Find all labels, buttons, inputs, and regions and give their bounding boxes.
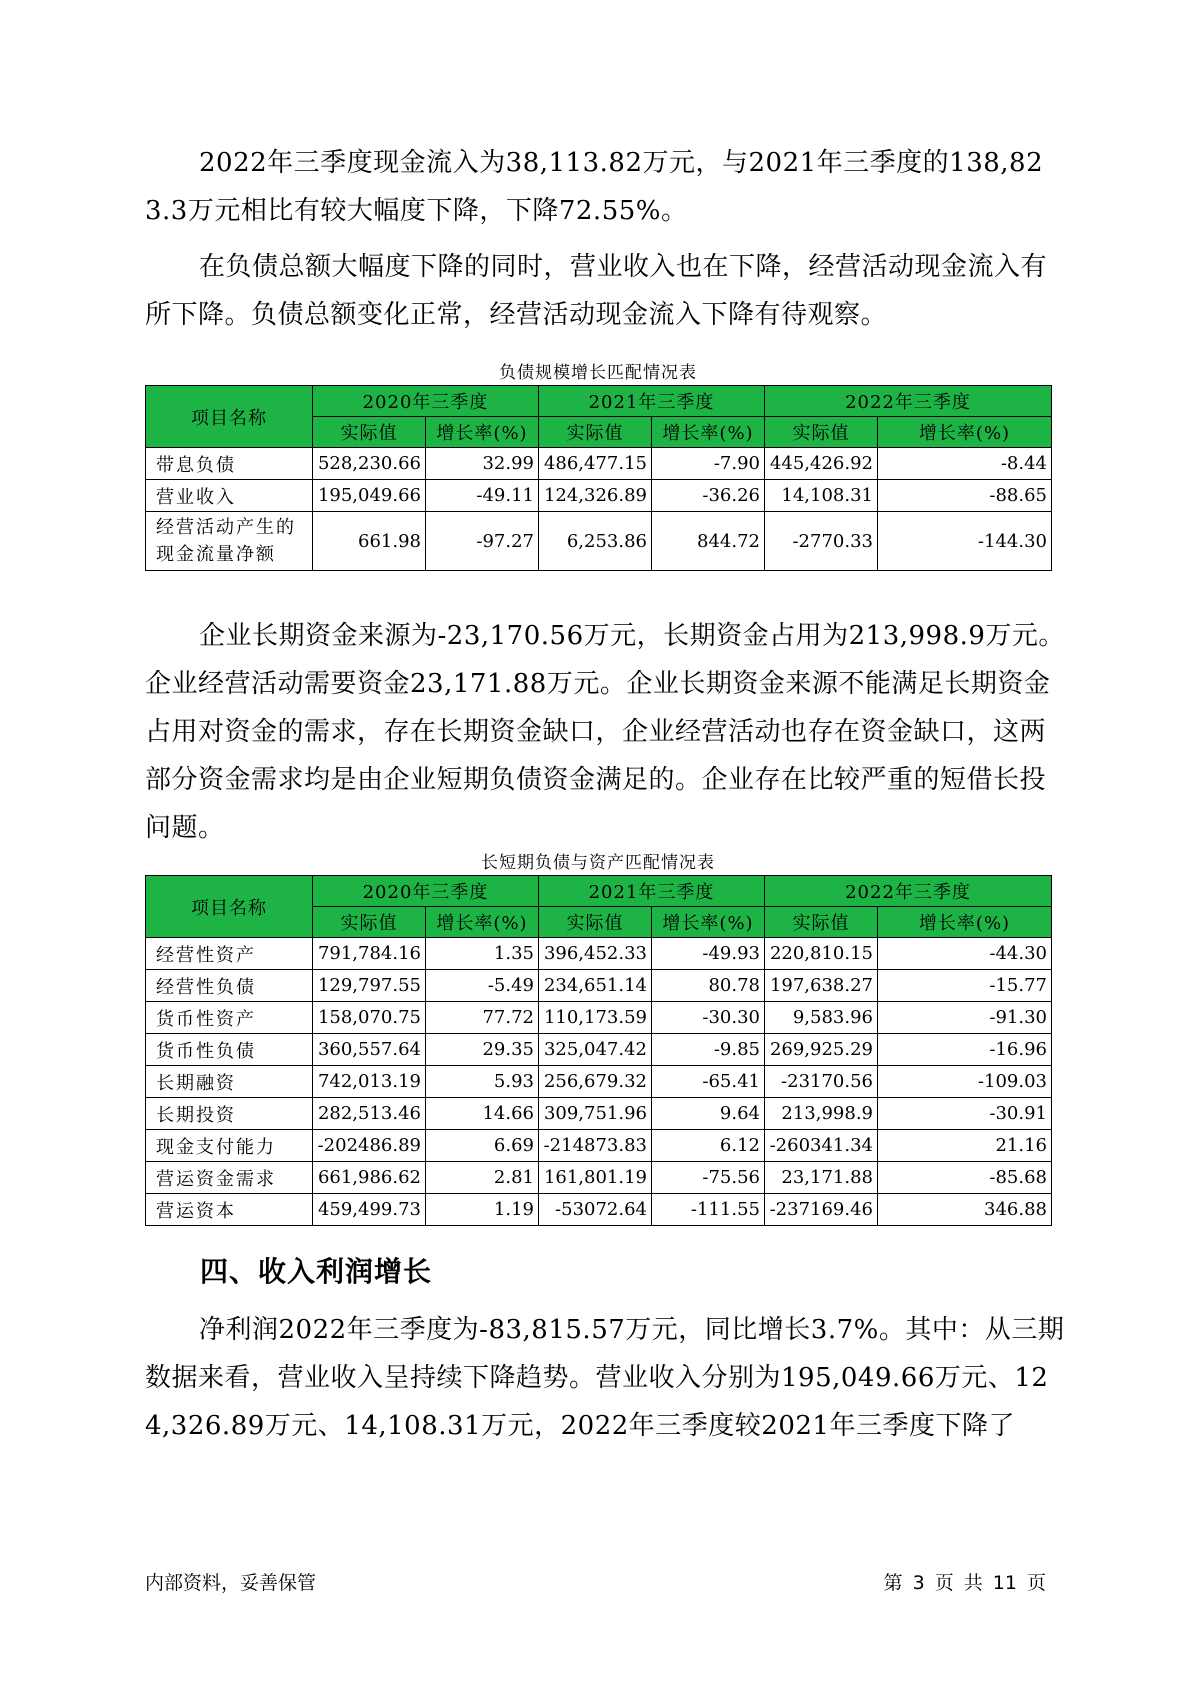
table-row	[146, 1130, 1052, 1162]
row-name: 营业收入	[146, 480, 313, 512]
footer-confidential: 内部资料，妥善保管	[145, 1572, 317, 1594]
paragraph-cash-inflow: 2022年三季度现金流入为38,113.82万元，与2021年三季度的138,823.3万元相比有较大幅度下降，下降72.55%。	[145, 148, 1044, 226]
value-2021: 396,452.33	[539, 938, 652, 970]
value-2020: 282,513.46	[313, 1098, 426, 1130]
value-2020: 195,049.66	[313, 480, 426, 512]
header-actual: 实际值	[539, 417, 652, 448]
growth-2022: -88.65	[878, 480, 1052, 512]
growth-2021: -49.93	[652, 938, 765, 970]
growth-2021: 9.64	[652, 1098, 765, 1130]
header-growth: 增长率(%)	[426, 417, 539, 448]
value-2021: 161,801.19	[539, 1162, 652, 1194]
value-2020: 528,230.66	[313, 448, 426, 480]
header-period-2022: 2022年三季度	[765, 386, 1052, 417]
growth-2021: -36.26	[652, 480, 765, 512]
value-2021: 486,477.15	[539, 448, 652, 480]
header-period-2021: 2021年三季度	[539, 386, 765, 417]
growth-2020: -5.49	[426, 970, 539, 1002]
growth-2020: 6.69	[426, 1130, 539, 1162]
header-growth: 增长率(%)	[878, 907, 1052, 938]
growth-2020: 1.19	[426, 1194, 539, 1226]
header-growth: 增长率(%)	[878, 417, 1052, 448]
header-actual: 实际值	[313, 417, 426, 448]
header-growth: 增长率(%)	[652, 417, 765, 448]
section-heading: 四、收入利润增长	[200, 1255, 433, 1288]
row-name: 带息负债	[146, 448, 313, 480]
row-name: 经营性负债	[146, 970, 313, 1002]
footer-page-number: 第 3 页 共 11 页	[883, 1572, 1046, 1594]
row-name: 营运资本	[146, 1194, 313, 1226]
value-2021: 234,651.14	[539, 970, 652, 1002]
table-row	[146, 938, 1052, 970]
value-2020: 661,986.62	[313, 1162, 426, 1194]
growth-2022: -16.96	[878, 1034, 1052, 1066]
value-2022: 220,810.15	[765, 938, 878, 970]
table-row	[146, 512, 1052, 571]
growth-2020: 77.72	[426, 1002, 539, 1034]
table-row	[146, 1098, 1052, 1130]
row-name: 经营活动产生的现金流量净额	[146, 512, 313, 571]
value-2021: -53072.64	[539, 1194, 652, 1226]
header-item-name: 项目名称	[146, 386, 313, 448]
header-period-2022: 2022年三季度	[765, 876, 1052, 907]
debt-scale-table	[145, 385, 1052, 571]
row-name: 营运资金需求	[146, 1162, 313, 1194]
growth-2022: -91.30	[878, 1002, 1052, 1034]
header-item-name: 项目名称	[146, 876, 313, 938]
value-2020: 791,784.16	[313, 938, 426, 970]
value-2022: -23170.56	[765, 1066, 878, 1098]
value-2022: 197,638.27	[765, 970, 878, 1002]
growth-2021: -65.41	[652, 1066, 765, 1098]
growth-2020: 32.99	[426, 448, 539, 480]
value-2020: 459,499.73	[313, 1194, 426, 1226]
value-2021: 124,326.89	[539, 480, 652, 512]
paragraph-liability-change: 在负债总额大幅度下降的同时，营业收入也在下降，经营活动现金流入有所下降。负债总额变化正常，经营活动现金流入下降有待观察。	[145, 252, 1048, 330]
value-2022: 445,426.92	[765, 448, 878, 480]
value-2021: 256,679.32	[539, 1066, 652, 1098]
growth-2020: -97.27	[426, 512, 539, 571]
header-actual: 实际值	[765, 907, 878, 938]
value-2020: 158,070.75	[313, 1002, 426, 1034]
table-row	[146, 970, 1052, 1002]
paragraph-net-profit: 净利润2022年三季度为-83,815.57万元，同比增长3.7%。其中：从三期数据来看，营业收入呈持续下降趋势。营业收入分别为195,049.66万元、124,326.89万元、14,108.31万元，2022年三季度较2021年三季度下降了	[145, 1315, 1065, 1441]
table-row	[146, 1066, 1052, 1098]
row-name: 长期融资	[146, 1066, 313, 1098]
table-row	[146, 1194, 1052, 1226]
growth-2021: 80.78	[652, 970, 765, 1002]
header-period-2020: 2020年三季度	[313, 876, 539, 907]
growth-2021: -111.55	[652, 1194, 765, 1226]
value-2020: 129,797.55	[313, 970, 426, 1002]
row-name: 货币性资产	[146, 1002, 313, 1034]
value-2020: 661.98	[313, 512, 426, 571]
table-row	[146, 1034, 1052, 1066]
growth-2021: 6.12	[652, 1130, 765, 1162]
header-period-2020: 2020年三季度	[313, 386, 539, 417]
growth-2022: -30.91	[878, 1098, 1052, 1130]
growth-2022: 21.16	[878, 1130, 1052, 1162]
header-growth: 增长率(%)	[426, 907, 539, 938]
value-2022: -2770.33	[765, 512, 878, 571]
growth-2022: -8.44	[878, 448, 1052, 480]
growth-2020: 5.93	[426, 1066, 539, 1098]
growth-2020: 1.35	[426, 938, 539, 970]
header-growth: 增长率(%)	[652, 907, 765, 938]
value-2021: -214873.83	[539, 1130, 652, 1162]
header-actual: 实际值	[313, 907, 426, 938]
value-2021: 6,253.86	[539, 512, 652, 571]
growth-2020: 2.81	[426, 1162, 539, 1194]
value-2020: 360,557.64	[313, 1034, 426, 1066]
header-actual: 实际值	[539, 907, 652, 938]
paragraph-long-term-funding: 企业长期资金来源为-23,170.56万元，长期资金占用为213,998.9万元。企业经营活动需要资金23,171.88万元。企业长期资金来源不能满足长期资金占用对资金的需求，存在长期资金缺口，企业经营活动也存在资金缺口，这两部分资金需求均是由企业短期负债资金满足的。企业存在比较严重的短借长投问题。	[145, 621, 1065, 843]
row-name: 货币性负债	[146, 1034, 313, 1066]
value-2022: 14,108.31	[765, 480, 878, 512]
growth-2022: 346.88	[878, 1194, 1052, 1226]
growth-2021: -9.85	[652, 1034, 765, 1066]
value-2021: 325,047.42	[539, 1034, 652, 1066]
table-row	[146, 480, 1052, 512]
growth-2021: -30.30	[652, 1002, 765, 1034]
table1-caption: 负债规模增长匹配情况表	[499, 363, 697, 383]
growth-2020: -49.11	[426, 480, 539, 512]
growth-2021: -75.56	[652, 1162, 765, 1194]
row-name: 长期投资	[146, 1098, 313, 1130]
table-row	[146, 448, 1052, 480]
value-2021: 309,751.96	[539, 1098, 652, 1130]
value-2022: -237169.46	[765, 1194, 878, 1226]
growth-2022: -15.77	[878, 970, 1052, 1002]
value-2020: 742,013.19	[313, 1066, 426, 1098]
header-actual: 实际值	[765, 417, 878, 448]
growth-2022: -109.03	[878, 1066, 1052, 1098]
growth-2020: 29.35	[426, 1034, 539, 1066]
value-2022: -260341.34	[765, 1130, 878, 1162]
row-name: 现金支付能力	[146, 1130, 313, 1162]
table-row	[146, 1162, 1052, 1194]
growth-2022: -144.30	[878, 512, 1052, 571]
value-2022: 213,998.9	[765, 1098, 878, 1130]
growth-2021: -7.90	[652, 448, 765, 480]
value-2022: 9,583.96	[765, 1002, 878, 1034]
debt-asset-match-table	[145, 875, 1052, 1226]
table-row	[146, 1002, 1052, 1034]
value-2020: -202486.89	[313, 1130, 426, 1162]
value-2022: 23,171.88	[765, 1162, 878, 1194]
value-2021: 110,173.59	[539, 1002, 652, 1034]
growth-2022: -85.68	[878, 1162, 1052, 1194]
growth-2020: 14.66	[426, 1098, 539, 1130]
table2-caption: 长短期负债与资产匹配情况表	[481, 853, 715, 873]
header-period-2021: 2021年三季度	[539, 876, 765, 907]
growth-2021: 844.72	[652, 512, 765, 571]
value-2022: 269,925.29	[765, 1034, 878, 1066]
growth-2022: -44.30	[878, 938, 1052, 970]
row-name: 经营性资产	[146, 938, 313, 970]
